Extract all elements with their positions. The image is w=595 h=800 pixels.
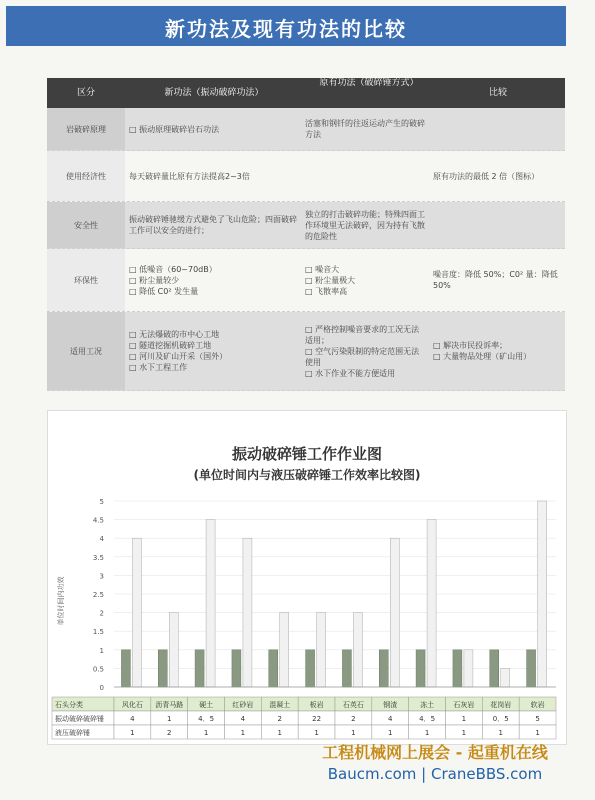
bar-vibration-breaker (501, 668, 510, 687)
cell-line: □ 噪音大 (305, 264, 427, 275)
cell-line: □ 振动原理破碎岩石功法 (129, 124, 297, 135)
x-category-label: 冻土 (420, 701, 435, 709)
x-category-label: 混凝土 (269, 701, 291, 709)
table-value: 2 (167, 729, 172, 737)
cell-old (303, 108, 431, 150)
comparison-row (47, 249, 565, 312)
cell-new (125, 202, 303, 248)
cell-line: □ 解决市民投诉率； (433, 340, 561, 351)
bar-hydraulic-breaker (306, 650, 315, 687)
cell-line: □ 飞散率高 (305, 286, 427, 297)
cell-new (125, 108, 303, 150)
table-value: 4．5 (198, 715, 215, 723)
row-label: 环保性 (47, 249, 125, 311)
comparison-row (47, 312, 565, 391)
header-comparison: 比较 (488, 87, 507, 98)
cell-line: □ 河川及矿山开采（国外） (129, 351, 297, 362)
y-tick-label: 0.5 (92, 665, 104, 674)
bar-vibration-breaker (390, 538, 399, 687)
table-value: 1 (351, 729, 356, 737)
table-value: 5 (535, 715, 540, 723)
header-new-method: 新功法（振动破碎功法） (164, 87, 264, 98)
y-tick-label: 0 (99, 684, 104, 692)
cell-line: □ 水下作业不能方便适用 (305, 368, 427, 379)
table-value: 1 (130, 729, 135, 737)
table-value: 1 (498, 729, 503, 737)
table-value: 1 (461, 729, 467, 737)
page-title: 新功法及现有功法的比较 (165, 17, 407, 41)
cell-line: 原有功法的最低 2 倍（图标） (433, 171, 540, 181)
table-row-label: 液压破碎锤 (55, 729, 90, 737)
x-category-label: 硬土 (199, 701, 214, 709)
bar-hydraulic-breaker (232, 650, 241, 687)
chart-panel (47, 410, 567, 745)
x-category-label: 花岗岩 (490, 701, 512, 709)
header-old-method: 原有功法（破碎锤方式） (319, 78, 419, 88)
comparison-row (47, 202, 565, 249)
bar-vibration-breaker (538, 501, 547, 687)
table-value: 1 (167, 715, 172, 723)
row-label: 适用工况 (47, 312, 125, 390)
y-tick-label: 2.5 (92, 591, 104, 599)
cell-old (303, 249, 431, 311)
cell-compare (431, 151, 565, 201)
cell-line: 每天破碎量比原有方法提高2~3倍 (129, 171, 250, 181)
bar-vibration-breaker (132, 538, 141, 687)
bar-vibration-breaker (169, 613, 178, 687)
watermark-footer (280, 740, 590, 783)
y-tick-label: 4.5 (92, 516, 104, 525)
cell-compare (431, 312, 565, 390)
bar-hydraulic-breaker (121, 650, 130, 687)
x-category-label: 板岩 (309, 701, 324, 709)
cell-compare (431, 108, 565, 150)
table-value: 2 (351, 715, 356, 723)
cell-new (125, 151, 303, 201)
cell-compare (431, 249, 565, 311)
bar-hydraulic-breaker (342, 650, 351, 687)
table-value: 4 (388, 715, 393, 723)
table-value: 1 (314, 729, 319, 737)
comparison-row (47, 151, 565, 202)
cell-line: □ 严格控制噪音要求的工况无法适用； (305, 324, 427, 346)
table-value: 22 (312, 715, 322, 723)
bar-hydraulic-breaker (379, 650, 388, 687)
cell-line: □ 隧道挖掘机破碎工地 (129, 340, 297, 351)
comparison-header-row (47, 78, 565, 108)
bar-vibration-breaker (464, 650, 473, 687)
bar-hydraulic-breaker (269, 650, 278, 687)
bar-vibration-breaker (243, 538, 252, 687)
cell-line: 独立的打击破碎功能；特殊四面工作环境里无法破碎，因为持有飞散的危险性 (305, 209, 425, 241)
bar-chart (48, 411, 566, 744)
table-value: 1 (240, 729, 246, 737)
y-tick-label: 2 (99, 609, 104, 618)
cell-line: 噪音度：降低 50%；C0² 量：降低 50% (433, 270, 558, 290)
cell-line: □ 降低 C0² 发生量 (129, 286, 297, 297)
cell-line: □ 低噪音（60~70dB） (129, 264, 297, 275)
table-value: 1 (388, 729, 393, 737)
y-tick-label: 3 (99, 572, 104, 581)
cell-old (303, 151, 431, 201)
y-axis-label: 单位时间内功效 (57, 576, 65, 626)
cell-line: □ 大量物品处理（矿山用） (433, 351, 561, 362)
title-bar (6, 6, 566, 46)
x-category-label: 石灰岩 (453, 701, 475, 709)
table-value: 1 (461, 715, 467, 723)
comparison-table (47, 78, 565, 391)
table-value: 1 (277, 729, 282, 737)
x-category-label: 钢渣 (383, 701, 398, 709)
cell-old (303, 202, 431, 248)
x-category-label: 沥青马路 (155, 701, 184, 709)
table-value: 4．5 (419, 715, 436, 723)
bar-hydraulic-breaker (453, 650, 462, 687)
bar-hydraulic-breaker (490, 650, 499, 687)
bar-vibration-breaker (317, 613, 326, 687)
bar-hydraulic-breaker (158, 650, 167, 687)
table-value: 1 (203, 729, 209, 737)
bar-hydraulic-breaker (416, 650, 425, 687)
bar-vibration-breaker (280, 613, 289, 687)
y-tick-label: 1.5 (92, 628, 104, 637)
cell-line: □ 无法爆破的市中心工地 (129, 329, 297, 340)
watermark-line1: 工程机械网上展会 - 起重机在线 (322, 743, 548, 762)
chart-title: 振动破碎锤工作作业图 (231, 445, 383, 463)
y-tick-label: 5 (99, 498, 104, 506)
bar-vibration-breaker (353, 613, 362, 687)
cell-old (303, 312, 431, 390)
cell-line: □ 粉尘量极大 (305, 275, 427, 286)
comparison-row (47, 108, 565, 151)
cell-line: □ 粉尘量较少 (129, 275, 297, 286)
cell-line: 振动破碎锤驰缓方式避免了飞山危险；四面破碎工作可以安全的进行； (129, 215, 297, 235)
cell-new (125, 312, 303, 390)
chart-subtitle: (单位时间内与液压破碎锤工作效率比较图) (193, 468, 421, 482)
table-row-label: 石头分类 (55, 701, 83, 709)
header-category: 区分 (76, 87, 95, 98)
bar-vibration-breaker (427, 520, 436, 687)
bar-hydraulic-breaker (527, 650, 536, 687)
x-category-label: 软岩 (530, 701, 545, 709)
row-label: 使用经济性 (47, 151, 125, 201)
table-value: 4 (130, 715, 135, 723)
table-value: 0．5 (492, 715, 509, 723)
y-tick-label: 1 (99, 646, 104, 655)
row-label: 岩破碎原理 (47, 108, 125, 150)
row-label: 安全性 (47, 202, 125, 248)
table-value: 1 (424, 729, 430, 737)
x-category-label: 红砂岩 (232, 701, 254, 709)
x-category-label: 风化石 (121, 701, 143, 709)
y-tick-label: 4 (99, 535, 104, 544)
bar-hydraulic-breaker (195, 650, 204, 687)
table-value: 1 (535, 729, 540, 737)
watermark-line2: Baucm.com | CraneBBS.com (327, 765, 543, 783)
cell-new (125, 249, 303, 311)
cell-line: □ 水下工程工作 (129, 362, 297, 373)
cell-line: □ 空气污染限制的特定范围无法使用 (305, 346, 427, 368)
table-value: 4 (240, 715, 246, 723)
table-row-label: 振动破碎破碎锤 (55, 715, 104, 723)
cell-line: 活塞和钢钎的往返运动产生的破碎方法 (305, 119, 425, 139)
table-value: 2 (277, 715, 282, 723)
cell-compare (431, 202, 565, 248)
x-category-label: 石英石 (342, 701, 364, 709)
bar-vibration-breaker (206, 520, 215, 687)
y-tick-label: 3.5 (92, 553, 104, 562)
